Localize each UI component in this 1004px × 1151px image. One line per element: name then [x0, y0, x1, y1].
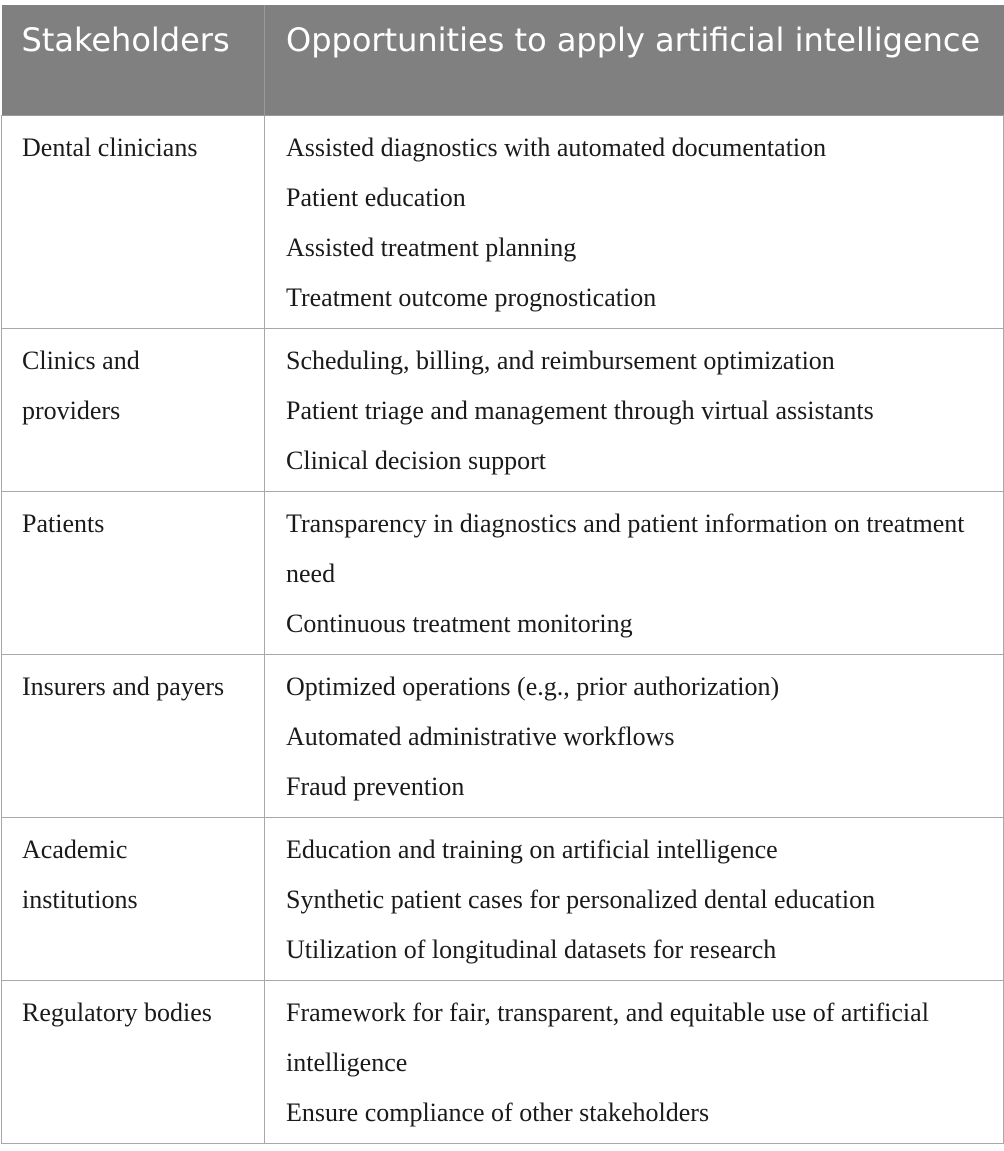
stakeholder-cell — [2, 491, 265, 654]
opportunity-item: Assisted treatment planning — [286, 232, 577, 262]
opportunity-item: Ensure compliance of other stakeholders — [286, 1097, 710, 1127]
opportunity-item: Clinical decision support — [286, 445, 546, 475]
stakeholder-cell — [2, 817, 265, 980]
stakeholder-opportunities-table — [1, 5, 1004, 1144]
opportunities-cell — [265, 328, 1004, 491]
opportunities-cell — [265, 654, 1004, 817]
header-stakeholders: Stakeholders — [2, 5, 265, 115]
stakeholder-cell — [2, 328, 265, 491]
header-opportunities: Opportunities to apply artificial intelligence — [265, 5, 1004, 115]
opportunity-item: Patient triage and management through virtual assistants — [286, 395, 874, 425]
opportunity-item: Assisted diagnostics with automated documentation — [286, 132, 827, 162]
opportunity-item: Patient education — [286, 182, 466, 212]
table-row — [2, 491, 1004, 654]
opportunity-item: Education and training on artificial intelligence — [286, 834, 778, 864]
table-row — [2, 654, 1004, 817]
table-row — [2, 817, 1004, 980]
opportunity-item: Fraud prevention — [286, 771, 465, 801]
opportunity-item: Treatment outcome prognostication — [286, 282, 657, 312]
opportunity-item: Synthetic patient cases for personalized dental education — [286, 884, 876, 914]
opportunity-item: Automated administrative workflows — [286, 721, 675, 751]
stakeholder-label: Regulatory bodies — [22, 997, 212, 1027]
opportunity-item: Framework for fair, transparent, and equitable use of artificial intelligence — [286, 997, 929, 1077]
table-row — [2, 980, 1004, 1143]
table-row — [2, 328, 1004, 491]
opportunity-item: Scheduling, billing, and reimbursement optimization — [286, 345, 835, 375]
table-row — [2, 115, 1004, 328]
opportunity-item: Continuous treatment monitoring — [286, 608, 633, 638]
opportunity-item: Utilization of longitudinal datasets for research — [286, 934, 777, 964]
stakeholder-cell — [2, 654, 265, 817]
opportunity-item: Optimized operations (e.g., prior authorization) — [286, 671, 780, 701]
opportunities-cell — [265, 980, 1004, 1143]
stakeholder-label: Insurers and payers — [22, 671, 225, 701]
opportunities-cell — [265, 115, 1004, 328]
stakeholder-label: Clinics and providers — [22, 345, 140, 425]
stakeholder-cell — [2, 980, 265, 1143]
stakeholder-label: Academic institutions — [22, 834, 138, 914]
table-header-row — [2, 5, 1004, 115]
opportunities-cell — [265, 491, 1004, 654]
stakeholder-label: Dental clinicians — [22, 132, 198, 162]
stakeholder-cell — [2, 115, 265, 328]
opportunities-cell — [265, 817, 1004, 980]
opportunity-item: Transparency in diagnostics and patient information on treatment need — [286, 508, 965, 588]
stakeholder-label: Patients — [22, 508, 105, 538]
